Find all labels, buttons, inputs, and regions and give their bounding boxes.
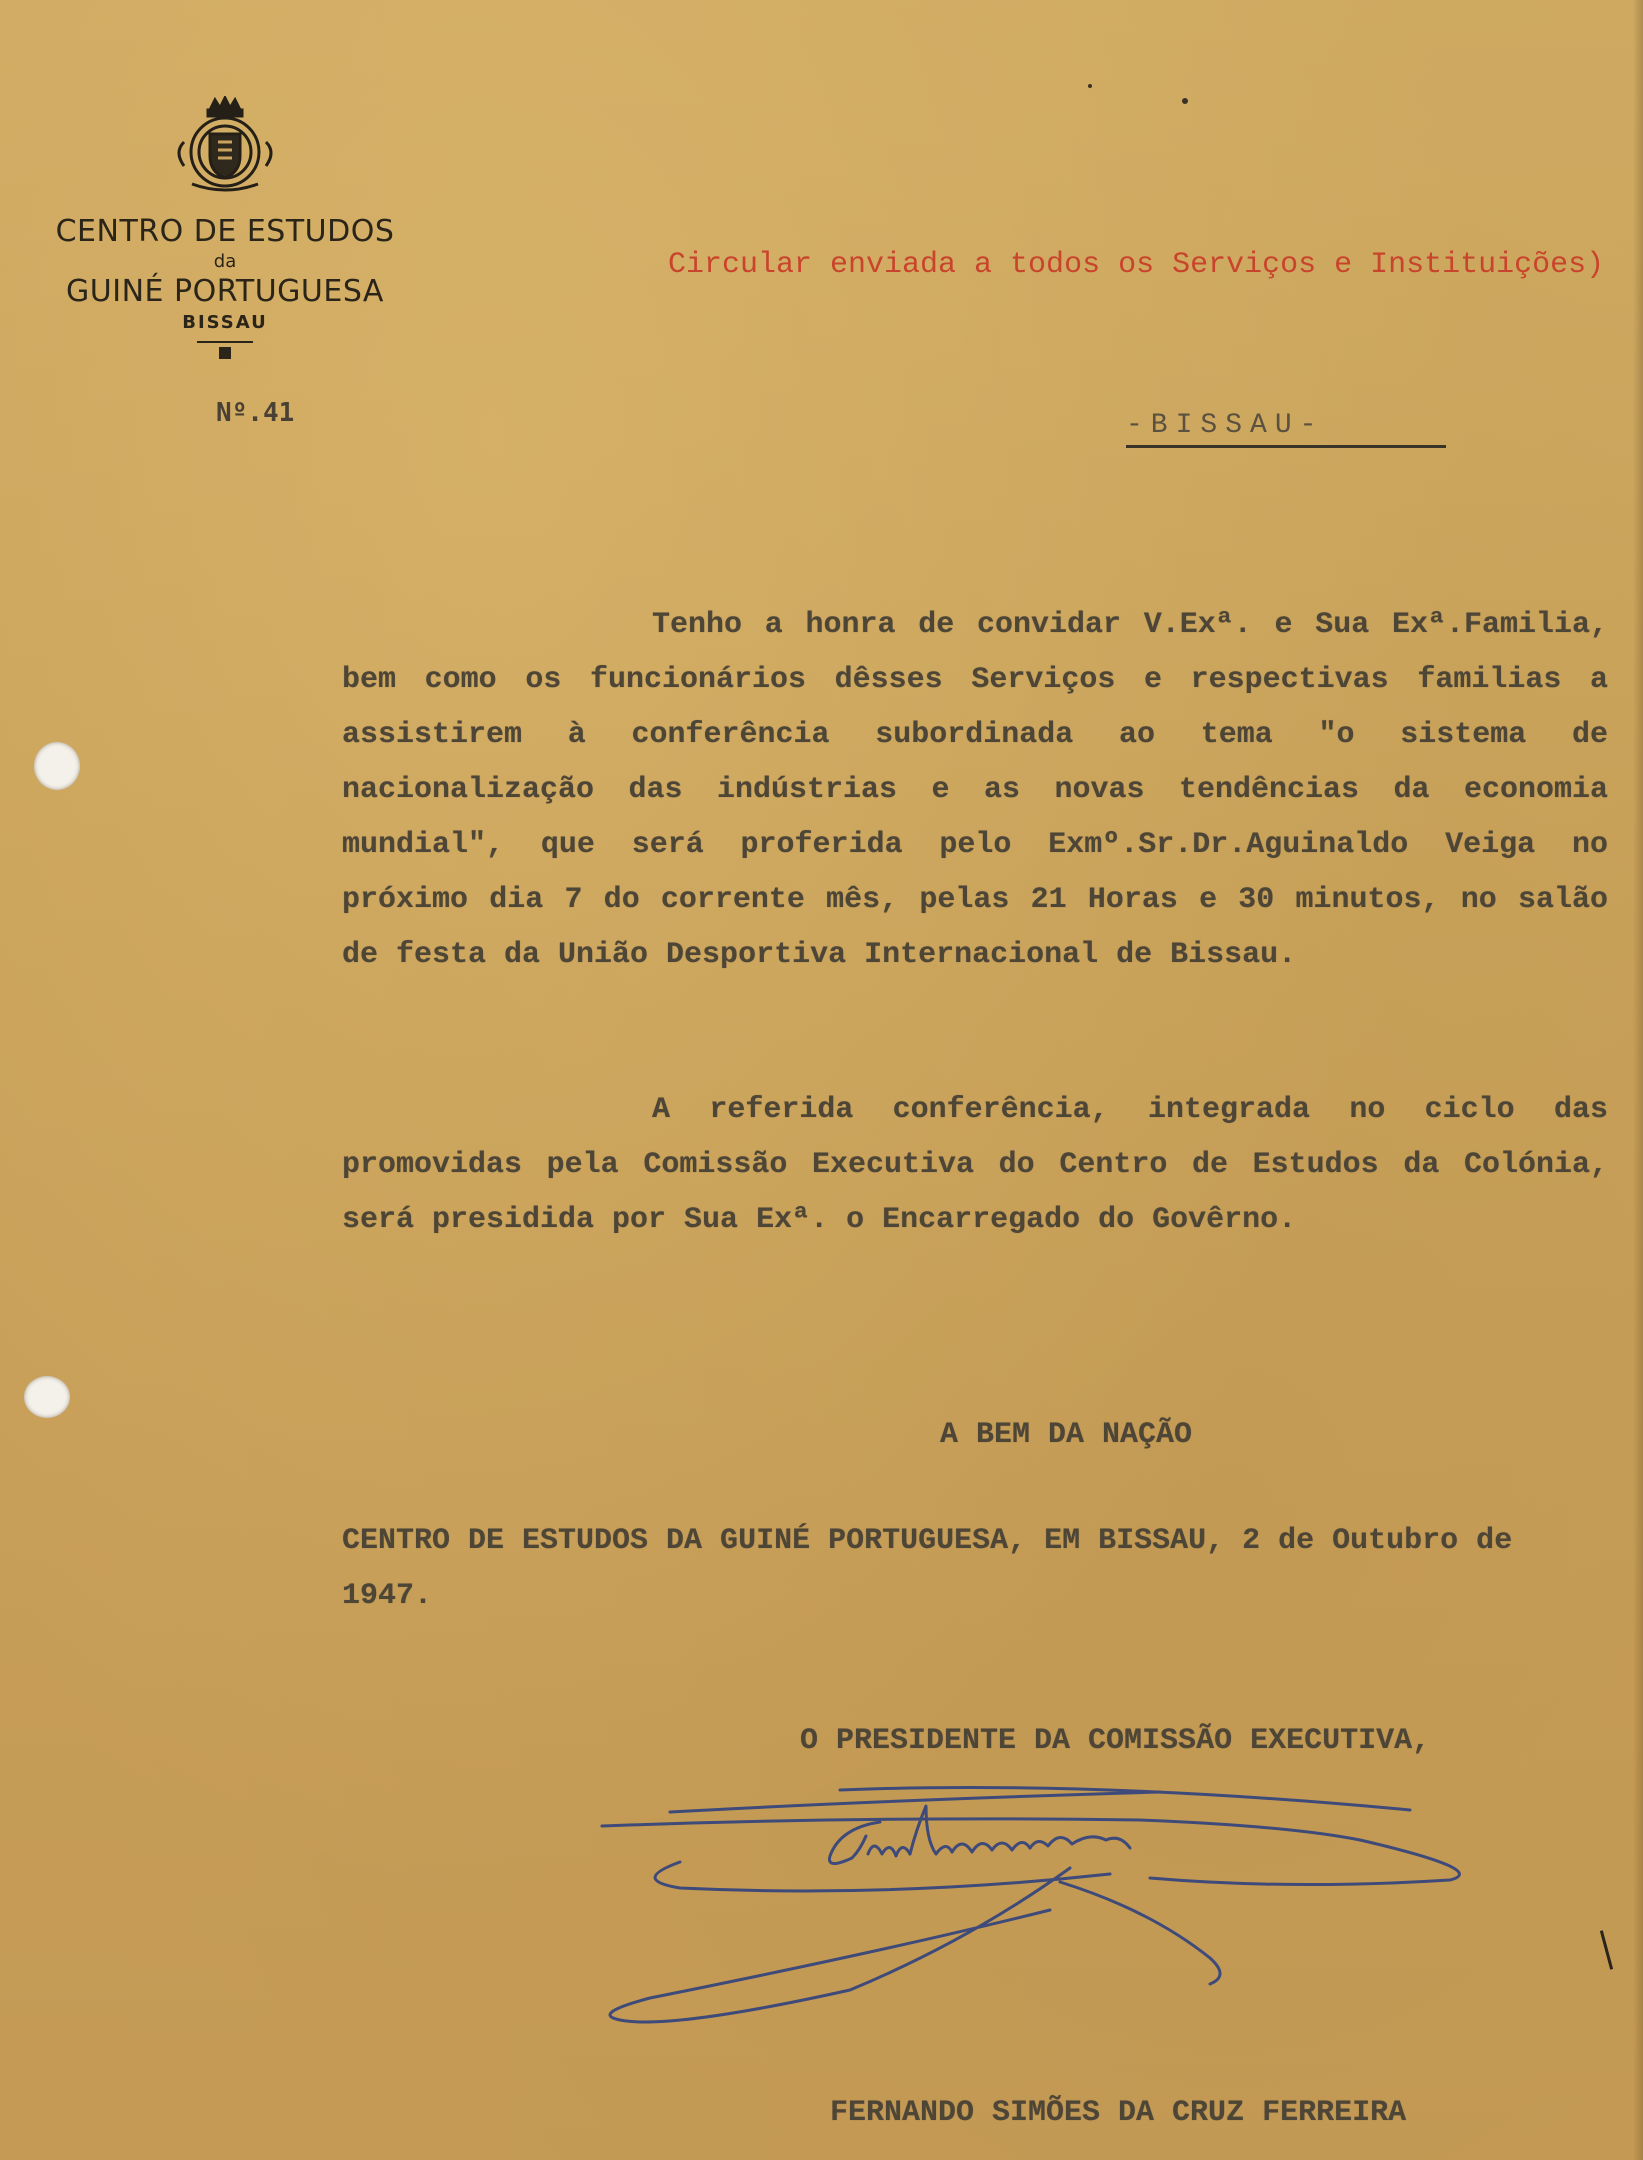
letter-body (342, 598, 1608, 1348)
paper-edge-shadow (1633, 0, 1643, 2160)
pen-mark (1600, 1930, 1613, 1969)
letterhead-line-2: da (213, 251, 237, 272)
punch-hole-icon (34, 742, 80, 790)
letterhead-line-3: GUINÉ PORTUGUESA (66, 274, 384, 309)
document-number: Nº.41 (216, 398, 295, 428)
letterhead-city: BISSAU (182, 312, 268, 333)
letterhead-line-1: CENTRO DE ESTUDOS (55, 214, 395, 249)
closing-salutation: A BEM DA NAÇÃO (940, 1418, 1193, 1452)
body-paragraph-2: A referida conferência, integrada no ciclo das promovidas pela Comissão Executiva do Centro de Estudos da Colónia, será presidida por Sua Exª. o Encarregado do Govêrno. (342, 1093, 1608, 1237)
place-and-date: CENTRO DE ESTUDOS DA GUINÉ PORTUGUESA, EM BISSAU, 2 de Outubro de 1947. (342, 1524, 1513, 1613)
circular-note: Circular enviada a todos os Serviços e Instituições) (668, 248, 1605, 282)
ink-speck (1182, 98, 1188, 104)
coat-of-arms-emblem-icon (170, 96, 280, 196)
ink-speck (1088, 84, 1092, 88)
signatory-name: FERNANDO SIMÕES DA CRUZ FERREIRA (830, 2096, 1407, 2130)
letterhead (40, 96, 410, 362)
body-paragraph-1: Tenho a honra de convidar V.Exª. e Sua Exª.Familia, bem como os funcionários dêsses Serviços e respectivas familias a assistirem à conferência subordinada ao tema "o sistema de nacionalização das indústrias e as novas tendências da economia mundial", que será proferida pelo Exmº.Sr.Dr.Aguinaldo Veiga no próximo dia 7 do corrente mês, pelas 21 Horas e 30 minutos, no salão de festa da União Desportiva Internacional de Bissau. (342, 608, 1608, 972)
handwritten-signature-icon (590, 1770, 1490, 2030)
signatory-title: O PRESIDENTE DA COMISSÃO EXECUTIVA, (800, 1724, 1431, 1758)
punch-hole-icon (24, 1376, 70, 1418)
letterhead-ornament-icon (195, 338, 255, 362)
place-heading: -BISSAU- (1126, 410, 1446, 448)
